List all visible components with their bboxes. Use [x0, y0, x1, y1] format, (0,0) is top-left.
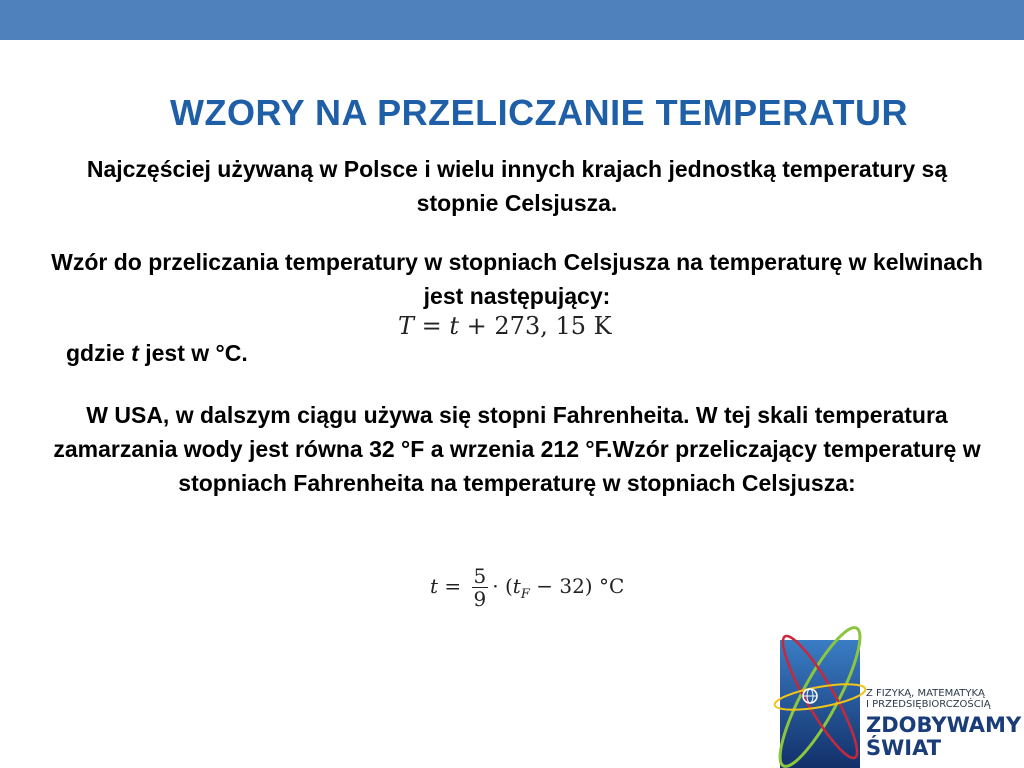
formula-f-denominator: 9	[473, 587, 487, 611]
formula-f-lhs: t	[430, 574, 439, 598]
formula-f-rest: − 32) °C	[529, 574, 625, 598]
logo-line-4: ŚWIAT	[866, 736, 942, 760]
paragraph-kelvin-intro: Wzór do przeliczania temperatury w stopniach Celsjusza na temperaturę w kelwinach jest następujący:	[51, 249, 983, 309]
formula-f-fraction	[472, 565, 489, 610]
where-prefix: gdzie	[66, 340, 132, 366]
formula-f-numerator: 5	[473, 564, 487, 588]
formula-kelvin-var: t	[449, 312, 460, 340]
formula-kelvin	[398, 312, 612, 340]
formula-f-dot: · (	[492, 574, 513, 598]
formula-f-eq: =	[438, 574, 468, 598]
logo-line-1: Z FIZYKĄ, MATEMATYKĄ	[866, 688, 985, 699]
top-accent-bar	[0, 0, 1024, 40]
where-suffix: jest w °C.	[138, 340, 248, 366]
formula-f-subscript: F	[520, 587, 530, 602]
slide-title: WZORY NA PRZELICZANIE TEMPERATUR	[170, 92, 908, 133]
formula-kelvin-lhs: T	[398, 312, 415, 340]
logo-line-3: ZDOBYWAMY	[866, 713, 1022, 737]
formula-fahrenheit	[430, 565, 624, 610]
where-note	[66, 340, 248, 367]
logo-line-2: I PRZEDSIĘBIORCZOŚCIĄ	[866, 699, 991, 710]
formula-f-var: t	[512, 574, 521, 598]
where-var: t	[131, 340, 139, 366]
formula-kelvin-eq: =	[414, 312, 450, 340]
paragraph-fahrenheit: W USA, w dalszym ciągu używa się stopni Fahrenheita. W tej skali temperatura zamarzania wody jest równa 32 °F a wrzenia 212 °F.Wzór przeliczający temperaturę w stopniach Fahrenheita na temperaturę w stopniach Celsjusza:	[53, 402, 981, 496]
formula-kelvin-rest: + 273, 15 K	[459, 312, 612, 340]
paragraph-celsius-intro: Najczęściej używaną w Polsce i wielu innych krajach jednostką temperatury są stopnie Celsjusza.	[86, 156, 948, 216]
